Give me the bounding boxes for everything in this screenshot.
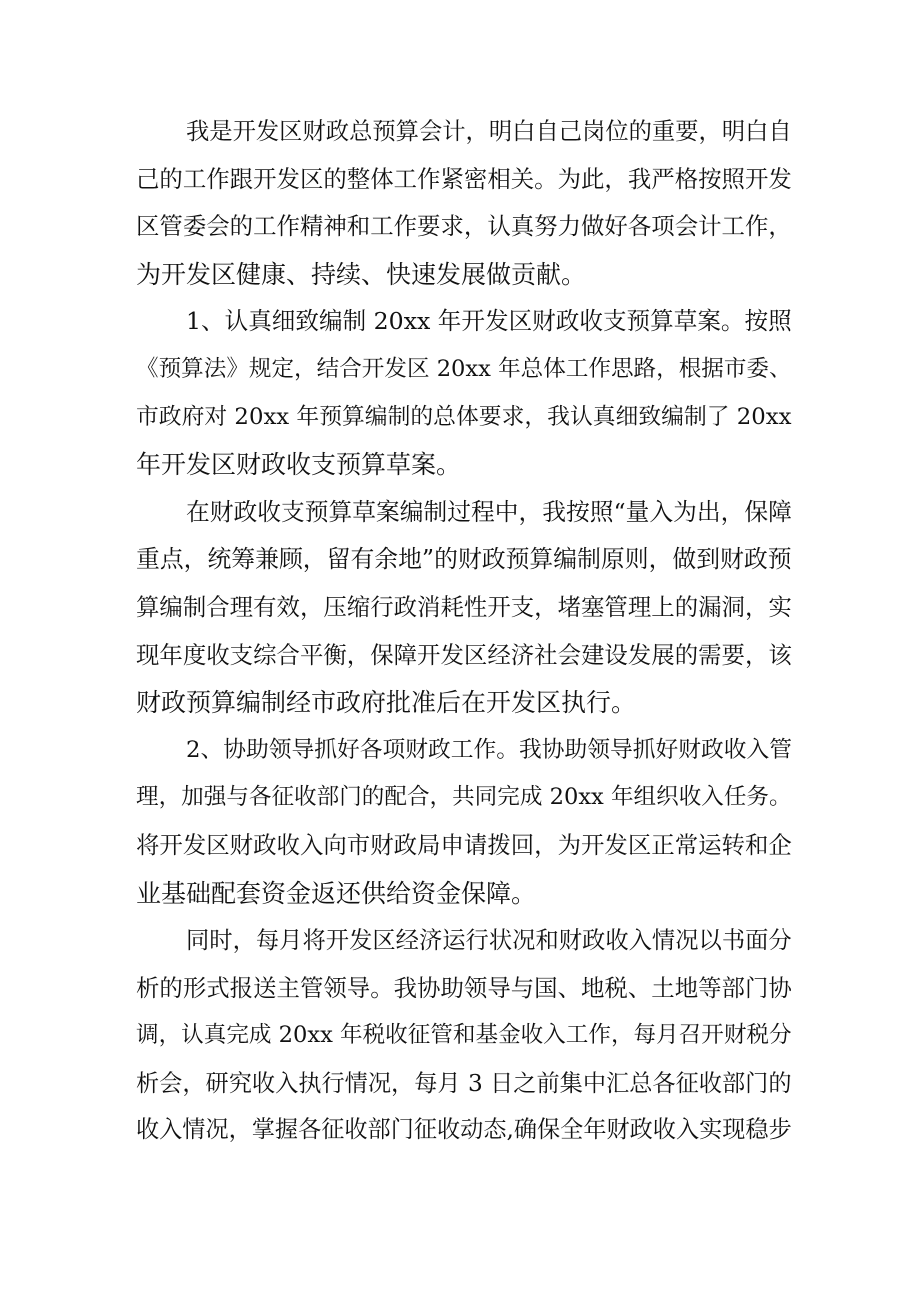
paragraph-budget-process (136, 489, 792, 727)
text-line: 收入情况，掌握各征收部门征收动态,确保全年财政收入实现稳步 (136, 1117, 792, 1144)
text-line: 财政预算编制经市政府批准后在开发区执行。 (136, 688, 637, 718)
text-line: 理，加强与各征收部门的配合，共同完成 20xx 年组织收入任务。 (136, 784, 792, 811)
document-body (136, 108, 792, 1155)
text-line: 将开发区财政收入向市财政局申请拨回，为开发区正常运转和企 (136, 830, 792, 859)
text-line: 在财政收支预算草案编制过程中，我按照“量入为出，保障 (186, 497, 792, 526)
paragraph-assist-leadership (136, 727, 792, 917)
text-line: 区管委会的工作精神和工作要求，认真努力做好各项会计工作， (136, 212, 792, 241)
paragraph-budget-draft (136, 298, 792, 488)
text-line: 同时，每月将开发区经济运行状况和财政收入情况以书面分 (186, 927, 792, 955)
text-line: 调，认真完成 20xx 年税收征管和基金收入工作，每月召开财税分 (136, 1022, 792, 1049)
text-line: 现年度收支综合平衡，保障开发区经济社会建设发展的需要，该 (136, 640, 792, 669)
text-line: 《预算法》规定，结合开发区 20xx 年总体工作思路，根据市委、 (136, 355, 792, 382)
text-line: 我是开发区财政总预算会计，明白自己岗位的重要，明白自 (186, 118, 792, 145)
text-line: 业基础配套资金返还供给资金保障。 (136, 878, 537, 908)
text-line: 年开发区财政收支预算草案。 (136, 450, 462, 480)
text-line: 重点，统筹兼顾，留有余地”的财政预算编制原则，做到财政预 (136, 545, 792, 574)
text-line: 己的工作跟开发区的整体工作紧密相关。为此，我严格按照开发 (136, 164, 792, 193)
paragraph-monthly-report (136, 917, 792, 1155)
text-line: 1、认真细致编制 20xx 年开发区财政收支预算草案。按照 (186, 307, 792, 336)
text-line: 算编制合理有效，压缩行政消耗性开支，堵塞管理上的漏洞，实 (136, 592, 792, 621)
text-line: 2、协助领导抓好各项财政工作。我协助领导抓好财政收入管 (186, 736, 792, 763)
text-line: 为开发区健康、持续、快速发展做贡献。 (136, 259, 587, 289)
text-line: 市政府对 20xx 年预算编制的总体要求，我认真细致编制了 20xx (136, 403, 792, 430)
text-line: 析的形式报送主管领导。我协助领导与国、地税、土地等部门协 (136, 973, 792, 1002)
text-line: 析会，研究收入执行情况，每月 3 日之前集中汇总各征收部门的 (136, 1069, 792, 1097)
paragraph-intro (136, 108, 792, 298)
